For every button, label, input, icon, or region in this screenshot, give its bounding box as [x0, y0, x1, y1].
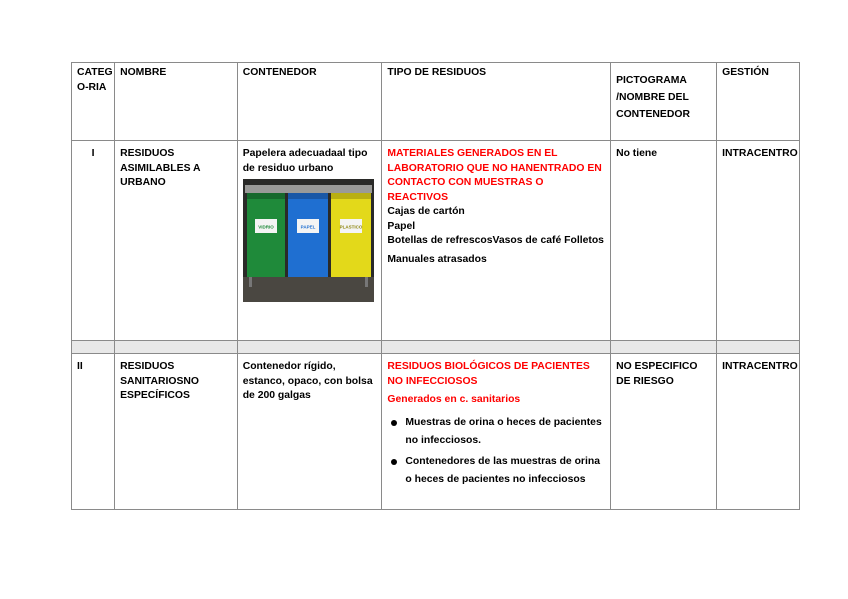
waste-classification-table [71, 62, 800, 510]
separator-cell [382, 341, 611, 354]
list-item: Contenedores de las muestras de orina o heces de pacientes no infecciosos [387, 453, 605, 490]
separator-cell [611, 341, 717, 354]
header-gestion: GESTIÓN [717, 63, 800, 141]
row-pictograma: NO ESPECIFICO DE RIESGO [611, 354, 717, 510]
tipo-subtitle: Generados en c. sanitarios [387, 394, 521, 405]
row-gestion: INTRACENTRO [717, 354, 800, 510]
header-nombre: NOMBRE [115, 63, 238, 141]
table-row [72, 354, 800, 510]
header-tipo: TIPO DE RESIDUOS [382, 63, 611, 141]
row-categoria: II [72, 354, 115, 510]
separator-cell [237, 341, 382, 354]
separator-cell [115, 341, 238, 354]
tipo-item: Cajas de cartón [387, 206, 465, 217]
separator-cell [717, 341, 800, 354]
contenedor-text: Papelera adecuadaal tipo de residuo urbano [242, 148, 368, 174]
list-item: Muestras de orina o heces de pacientes no infecciosos. [387, 414, 605, 451]
tipo-item: Papel [387, 220, 416, 232]
bin-label-papel: PAPEL [300, 224, 316, 230]
tipo-list [387, 414, 605, 490]
tipo-item: Manuales atrasados [387, 253, 487, 265]
row-categoria: I [72, 141, 115, 341]
row-contenedor: Contenedor rígido, estanco, opaco, con bolsa de 200 galgas [237, 354, 382, 510]
bin-label-plastico: PLASTICO [339, 224, 363, 230]
row-nombre: RESIDUOS ASIMILABLES A URBANO [115, 141, 238, 341]
table-header-row [72, 63, 800, 141]
row-contenedor [237, 141, 382, 341]
tipo-title: RESIDUOS BIOLÓGICOS DE PACIENTES NO INFECCIOSOS [387, 361, 590, 387]
row-nombre: RESIDUOS SANITARIOSNO ESPECÍFICOS [115, 354, 238, 510]
header-pictograma [611, 63, 717, 141]
row-tipo [382, 141, 611, 341]
bin-label-vidrio: VIDRIO [257, 224, 274, 230]
header-pictograma-text: PICTOGRAMA /NOMBRE DEL CONTENEDOR [616, 75, 690, 120]
header-categoria: CATEG O-RIA [72, 63, 115, 141]
separator-cell [72, 341, 115, 354]
row-tipo [382, 354, 611, 510]
table-row [72, 141, 800, 341]
row-pictograma: No tiene [611, 141, 717, 341]
row-gestion: INTRACENTRO [717, 141, 800, 341]
tipo-title: MATERIALES GENERADOS EN EL LABORATORIO QUE NO HANENTRADO EN CONTACTO CON MUESTRAS O REACTIVOS [387, 148, 602, 203]
recycling-bins-image [243, 179, 374, 302]
header-contenedor: CONTENEDOR [237, 63, 382, 141]
separator-row [72, 341, 800, 354]
tipo-item: Botellas de refrescosVasos de café Folletos [387, 235, 604, 246]
